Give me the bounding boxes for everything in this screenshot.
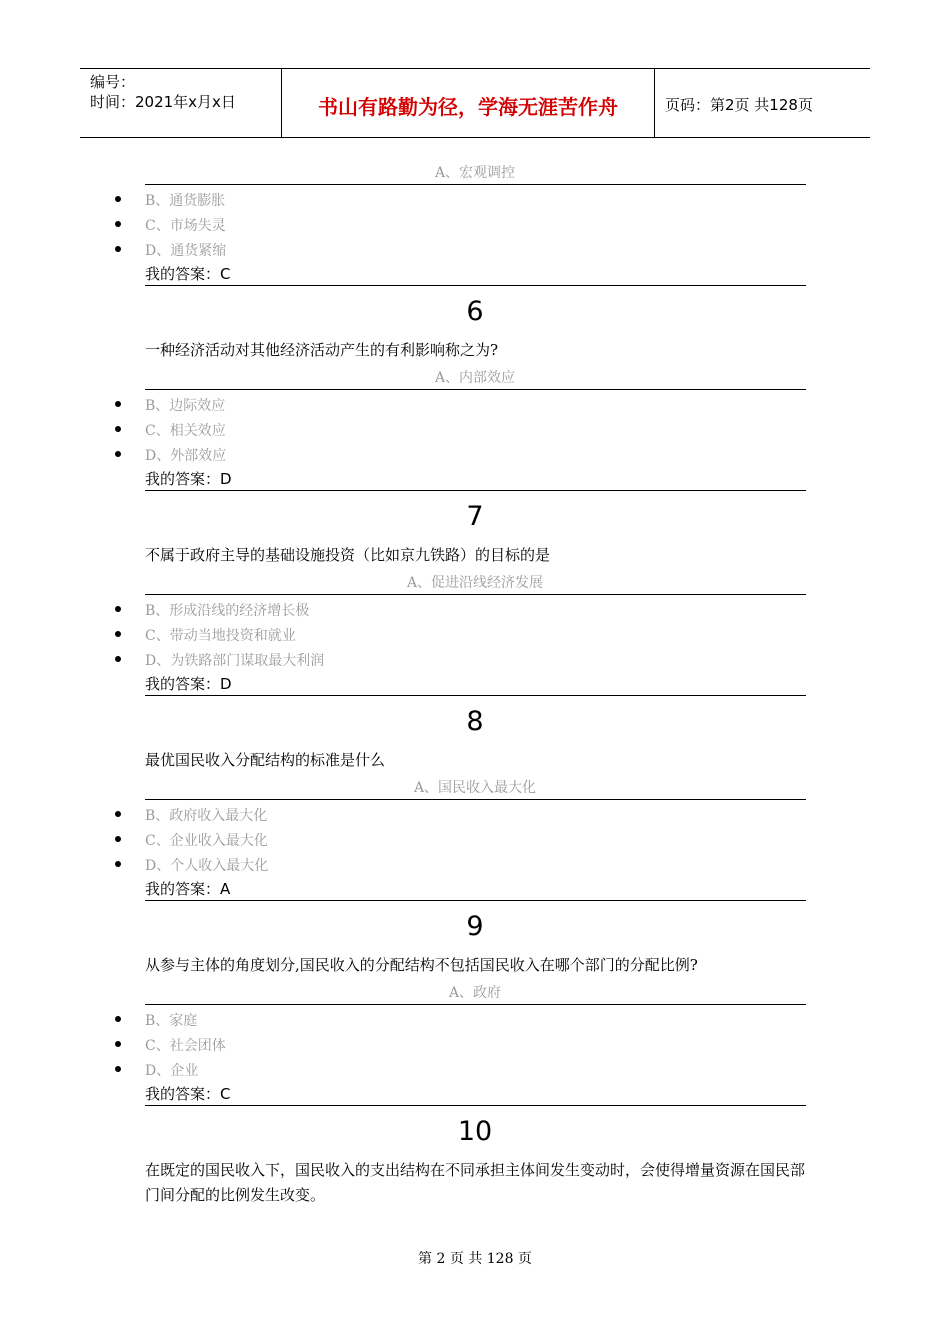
my-answer: [145, 263, 231, 284]
question-number: 9: [466, 911, 484, 942]
bullet-icon: [115, 401, 121, 407]
bullet-icon: [115, 1066, 121, 1072]
divider: [145, 900, 806, 901]
bullet-icon: [115, 631, 121, 637]
answer-value: C: [220, 265, 231, 283]
divider: [145, 594, 806, 595]
bullet-icon: [115, 836, 121, 842]
divider: [145, 184, 806, 185]
option-c: C、市场失灵: [145, 218, 226, 234]
divider: [145, 1105, 806, 1106]
bullet-icon: [115, 246, 121, 252]
question-text: 从参与主体的角度划分,国民收入的分配结构不包括国民收入在哪个部门的分配比例?: [145, 956, 698, 974]
answer-label: 我的答案：: [145, 880, 221, 898]
header-page-info: 页码：第2页 共128页: [665, 96, 813, 114]
option-d: D、企业: [145, 1063, 199, 1079]
option-b: B、形成沿线的经济增长极: [145, 603, 310, 619]
my-answer: [145, 468, 232, 489]
bullet-icon: [115, 221, 121, 227]
divider: [145, 490, 806, 491]
divider: [145, 1004, 806, 1005]
question-text: 最优国民收入分配结构的标准是什么: [145, 751, 386, 769]
option-a: A、促进沿线经济发展: [406, 575, 544, 591]
option-c: C、相关效应: [145, 423, 226, 439]
bullet-icon: [115, 196, 121, 202]
divider: [145, 695, 806, 696]
option-b: B、边际效应: [145, 398, 226, 414]
bullet-icon: [115, 656, 121, 662]
option-b: B、政府收入最大化: [145, 808, 268, 824]
header-page-cell: [655, 69, 870, 137]
option-a: A、宏观调控: [434, 165, 516, 181]
answer-label: 我的答案：: [145, 675, 221, 693]
bullet-icon: [115, 606, 121, 612]
question-number: 8: [466, 706, 484, 737]
option-c: C、带动当地投资和就业: [145, 628, 296, 644]
bullet-icon: [115, 451, 121, 457]
bullet-icon: [115, 811, 121, 817]
answer-label: 我的答案：: [145, 265, 221, 283]
divider: [145, 799, 806, 800]
answer-label: 我的答案：: [145, 470, 221, 488]
document-code-label: 编号：: [90, 73, 136, 91]
header-motto: 书山有路勤为径，学海无涯苦作舟: [318, 95, 618, 119]
header-meta-cell: [80, 69, 282, 137]
option-d: D、外部效应: [145, 448, 227, 464]
option-c: C、社会团体: [145, 1038, 226, 1054]
option-b: B、家庭: [145, 1013, 198, 1029]
page-header: [80, 68, 870, 138]
bullet-icon: [115, 861, 121, 867]
answer-value: A: [220, 880, 231, 898]
question-number: 6: [466, 296, 484, 327]
option-a: A、政府: [448, 985, 502, 1001]
option-d: D、为铁路部门谋取最大利润: [145, 653, 325, 669]
question-text: 在既定的国民收入下，国民收入的支出结构在不同承担主体间发生变动时，会使得增量资源在国民部门间分配的比例发生改变。: [145, 1161, 806, 1204]
my-answer: [145, 1083, 231, 1104]
question-number: 10: [457, 1116, 493, 1147]
my-answer: [145, 673, 232, 694]
divider: [145, 285, 806, 286]
answer-label: 我的答案：: [145, 1085, 221, 1103]
option-a: A、国民收入最大化: [413, 780, 537, 796]
answer-value: D: [220, 470, 232, 488]
answer-value: D: [220, 675, 232, 693]
bullet-icon: [115, 1016, 121, 1022]
question-text: 一种经济活动对其他经济活动产生的有利影响称之为?: [145, 341, 499, 359]
option-a: A、内部效应: [434, 370, 516, 386]
bullet-icon: [115, 1041, 121, 1047]
answer-value: C: [220, 1085, 231, 1103]
divider: [145, 389, 806, 390]
bullet-icon: [115, 426, 121, 432]
document-date: 时间：2021年x月x日: [90, 93, 236, 111]
page-footer: 第 2 页 共 128 页: [418, 1251, 532, 1267]
option-d: D、通货紧缩: [145, 243, 227, 259]
option-b: B、通货膨胀: [145, 193, 226, 209]
question-text: 不属于政府主导的基础设施投资（比如京九铁路）的目标的是: [145, 546, 551, 564]
option-c: C、企业收入最大化: [145, 833, 268, 849]
header-motto-cell: [282, 69, 655, 137]
option-d: D、个人收入最大化: [145, 858, 269, 874]
my-answer: [145, 878, 230, 899]
question-number: 7: [466, 501, 484, 532]
